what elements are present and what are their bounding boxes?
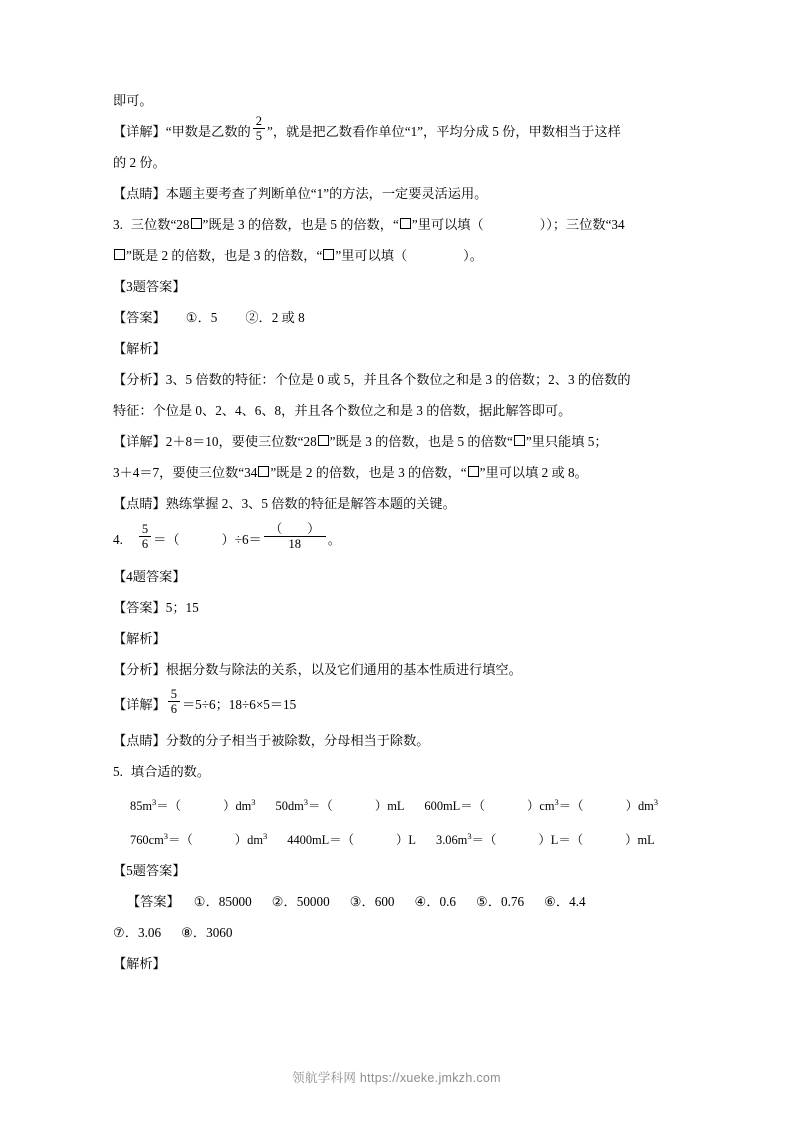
text-line: ）L＝（ — [538, 833, 584, 848]
question-5 — [113, 756, 681, 787]
q3-analysis-line2 — [113, 395, 681, 426]
text-line: ＝（ — [471, 833, 497, 848]
superscript: 3 — [554, 797, 559, 807]
text-line: ”里可以填（ — [411, 217, 484, 232]
answer-item-8: ⑧．3060 — [181, 925, 233, 941]
text-line: 【3题答案】 — [113, 279, 186, 294]
text-line: ）。 — [463, 248, 483, 263]
q5-row-2 — [113, 821, 681, 855]
fraction-numerator: 2 — [253, 114, 265, 129]
q3-analysis-line1 — [113, 364, 681, 395]
q3-answer-header — [113, 271, 681, 302]
q4-answer-line — [113, 592, 681, 623]
blank-box-icon — [468, 466, 479, 477]
text-line: 【解析】 — [113, 956, 166, 972]
q5-answer-header — [113, 855, 681, 886]
superscript: 3 — [163, 831, 168, 842]
unit-conversion-2 — [276, 799, 405, 813]
analysis-label: 【分析】 — [113, 372, 166, 387]
text-line: ＝（ — [156, 799, 182, 814]
unit-conversion-6 — [436, 833, 655, 847]
text-line: ”里可以填（ — [335, 248, 408, 263]
text-line: ）÷6＝ — [221, 532, 262, 547]
text-line: ”既是 3 的倍数，也是 5 的倍数“ — [329, 434, 513, 449]
text-line: ＝（ — [308, 799, 333, 814]
blank-box-icon — [323, 249, 334, 260]
text-line: 85m — [130, 799, 153, 814]
detail-label: 【详解】 — [113, 697, 166, 712]
text-line: ”既是 3 的倍数，也是 5 的倍数，“ — [202, 217, 399, 232]
text-line: 3＋4＝7，要使三位数“34 — [113, 465, 258, 480]
close-paren: ） — [539, 217, 547, 232]
text-line: 【解析】 — [113, 631, 166, 646]
q5-analysis-header — [113, 948, 681, 979]
superscript: 3 — [152, 797, 157, 807]
unit-conversion-3 — [424, 799, 658, 813]
fraction-two-fifths — [253, 114, 265, 143]
fraction-denominator: 5 — [255, 129, 262, 144]
text-line: 。 — [327, 532, 341, 547]
document-body — [113, 85, 681, 979]
text-line: ＝（ — [167, 833, 193, 848]
page-footer-watermark — [0, 1068, 793, 1086]
answer-item-4: ④．0.6 — [414, 894, 457, 910]
q4-analysis-header — [113, 623, 681, 654]
explanation-paragraph — [113, 116, 681, 147]
text-line: 760cm — [130, 833, 164, 848]
text-line: ）cm — [527, 799, 555, 814]
text-line: ”既是 2 的倍数，也是 3 的倍数，“ — [270, 465, 467, 480]
unit-conversion-5 — [287, 833, 416, 847]
q3-detail-line1 — [113, 426, 681, 457]
fraction-blank-over-18 — [264, 522, 326, 551]
paragraph-continuation — [113, 85, 681, 116]
fraction-denominator: 6 — [141, 537, 149, 552]
text-line: ”既是 2 的倍数，也是 3 的倍数，“ — [126, 248, 323, 263]
text-line: ＝（ — [558, 799, 584, 814]
text-line: ＝（ — [153, 532, 180, 547]
fraction-denominator: 6 — [170, 702, 177, 717]
superscript: 3 — [263, 831, 268, 842]
question-3-line2 — [113, 240, 681, 271]
fraction-numerator: （ ） — [264, 522, 326, 537]
q3-answer-line — [113, 302, 681, 333]
answer-item-1: ①．85000 — [193, 894, 252, 910]
text-line: ）dm — [234, 833, 263, 848]
fraction-numerator: 5 — [139, 522, 151, 537]
text-line: 【4题答案】 — [113, 569, 186, 584]
text-line: ）；三位数“34 — [546, 217, 625, 232]
text-line: 填合适的数。 — [130, 764, 211, 779]
text-line: ”里可以填 2 或 8。 — [479, 465, 588, 480]
q3-detail-line2 — [113, 457, 681, 488]
q3-analysis-header — [113, 333, 681, 364]
superscript: 3 — [303, 797, 309, 807]
q4-detail-line — [113, 685, 681, 725]
q4-key-point — [113, 725, 681, 756]
fraction-denominator: 18 — [288, 537, 301, 552]
text-line: ）dm — [223, 799, 252, 814]
fraction-five-sixths-detail — [168, 687, 180, 716]
text-line: ）dm — [625, 799, 654, 814]
text-line: 600mL＝（ — [424, 799, 485, 814]
answer-item-5: ⑤．0.76 — [476, 894, 525, 910]
text-line: ）L — [396, 833, 416, 848]
text-line: 三位数“28 — [130, 217, 190, 232]
q4-analysis-line — [113, 654, 681, 685]
text-line: 【解析】 — [113, 341, 166, 356]
q4-answer-header — [113, 561, 681, 592]
blank-box-icon — [400, 218, 411, 229]
text-line: 3.06m — [436, 833, 468, 848]
explanation-paragraph-cont — [113, 147, 681, 178]
answer-label: 【答案】 — [127, 894, 180, 910]
unit-conversion-4 — [130, 833, 267, 847]
blank-box-icon — [191, 218, 202, 229]
blank-box-icon — [318, 435, 329, 446]
answer-item-6: ⑥．4.4 — [544, 894, 586, 910]
answer-item-2: ②．2 或 8 — [245, 310, 305, 325]
answer-item-3: ③．600 — [349, 894, 395, 910]
question-number: 5. — [113, 764, 123, 779]
fraction-numerator: 5 — [168, 687, 180, 702]
footer-text: 领航学科网 https://xueke.jmkzh.com — [292, 1071, 501, 1085]
blank-box-icon — [258, 466, 269, 477]
text-line: ）mL — [374, 799, 405, 814]
q3-key-point — [113, 488, 681, 519]
question-number: 4. — [113, 532, 123, 547]
text-line: 【点睛】本题主要考查了判断单位“1”的方法，一定要灵活运用。 — [113, 186, 488, 201]
text-line: 即可。 — [113, 93, 153, 108]
key-point-paragraph — [113, 178, 681, 209]
text-line: 【点睛】熟练掌握 2、3、5 倍数的特征是解答本题的关键。 — [113, 496, 456, 511]
text-line: ）mL — [625, 833, 655, 848]
text-line: 【详解】2＋8＝10，要使三位数“28 — [113, 434, 317, 449]
text-line: ”里只能填 5； — [525, 434, 608, 449]
text-line: 【分析】根据分数与除法的关系，以及它们通用的基本性质进行填空。 — [113, 662, 522, 677]
q5-answer-line-1 — [113, 886, 681, 917]
text-line: 【答案】5；15 — [113, 600, 199, 615]
unit-conversion-1 — [130, 799, 256, 813]
superscript: 3 — [251, 797, 256, 807]
blank-box-icon — [114, 249, 125, 260]
text-line: 特征：个位是 0、2、4、6、8，并且各个数位之和是 3 的倍数，据此解答即可。 — [113, 403, 572, 418]
q5-answer-line-2 — [113, 917, 681, 948]
text-line: 50dm — [275, 799, 304, 814]
answer-item-1: ①．5 — [185, 310, 218, 325]
superscript: 3 — [467, 831, 472, 842]
question-3 — [113, 209, 681, 240]
q5-row-1 — [113, 787, 681, 821]
text-line: 4400mL＝（ — [287, 833, 355, 848]
text-line: 【详解】“甲数是乙数的 — [113, 124, 251, 139]
text-line: 的 2 份。 — [113, 155, 166, 170]
answer-item-7: ⑦．3.06 — [113, 925, 162, 941]
text-line: ＝5÷6；18÷6×5＝15 — [182, 697, 297, 712]
blank-box-icon — [514, 435, 525, 446]
text-line: 3、5 倍数的特征：个位是 0 或 5，并且各个数位之和是 3 的倍数；2、3 的倍数的 — [165, 372, 631, 387]
answer-item-2: ②．50000 — [271, 894, 330, 910]
question-4 — [113, 519, 681, 561]
question-number: 3. — [113, 217, 123, 232]
text-line: 【点睛】分数的分子相当于被除数，分母相当于除数。 — [113, 733, 430, 748]
answer-label: 【答案】 — [113, 310, 166, 325]
text-line: ”，就是把乙数看作单位“1”，平均分成 5 份，甲数相当于这样 — [266, 124, 621, 139]
text-line: 【5题答案】 — [113, 863, 186, 879]
superscript: 3 — [653, 797, 659, 807]
fraction-five-sixths — [139, 522, 151, 551]
